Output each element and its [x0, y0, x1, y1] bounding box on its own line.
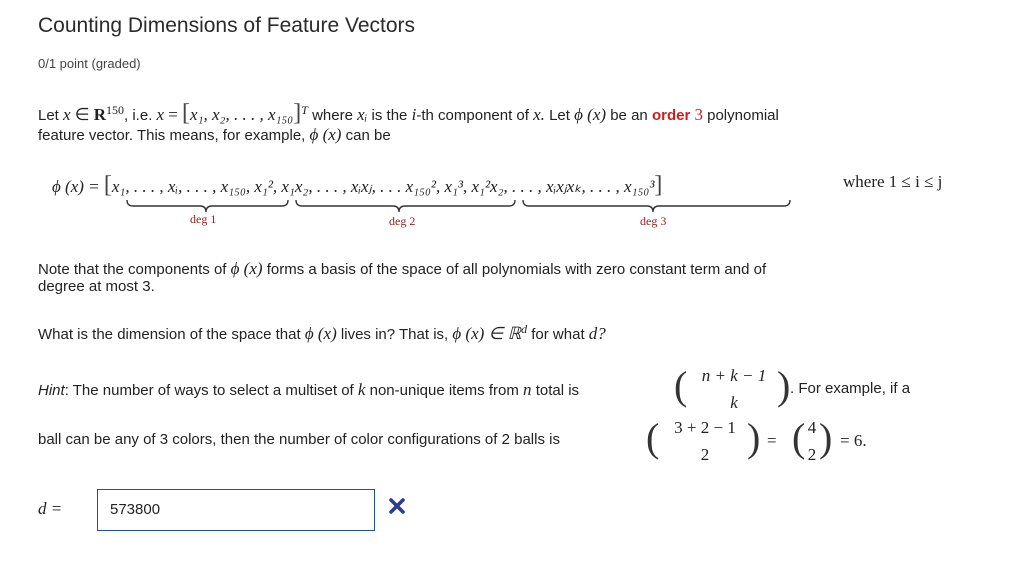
hint-line-2: ball can be any of 3 colors, then the number of color configurations of 2 balls is	[38, 431, 560, 448]
incorrect-x-icon	[388, 497, 406, 515]
underbraces	[0, 0, 1024, 240]
binom-bottom: k	[730, 393, 738, 412]
answer-label: d =	[38, 499, 63, 518]
deg1-label: deg 1	[190, 212, 217, 226]
intro-line-1: Let x ∈ $R^{150}$, i.e. x = [x₁, x₂, . . . , x₁₅₀]$^T$ where xᵢ is the i-th component of x. Let ϕ (x) be an order 3 polynomial	[38, 100, 779, 126]
deg3-terms: x₁³, x₁²x₂, . . . , xᵢxⱼxₖ, . . . , x₁₅₀³	[444, 177, 655, 196]
hint-line-1: Hint: The number of ways to select a multiset of k non-unique items from n total is	[38, 380, 580, 399]
index-condition: where 1 ≤ i ≤ j	[843, 172, 943, 191]
deg2-label: deg 2	[389, 214, 416, 228]
intro-line-2: feature vector. This means, for example, ϕ (x) can be	[38, 125, 391, 144]
question-text: What is the dimension of the space that ϕ (x) lives in? That is, ϕ (x) ∈ ℝ$^d$ for what d?	[38, 322, 606, 343]
example-binom-bottom: 2	[700, 445, 710, 464]
binom-top: n + k − 1	[701, 366, 767, 385]
phi-formula: ϕ (x) = [x₁, . . . , xᵢ, . . . , x₁₅₀, x₁², x₁x₂, . . . , xᵢxⱼ, . . . x₁₅₀², x₁³, x₁²x₂, . . . , xᵢxⱼxₖ, . . . , x₁₅₀³]	[52, 172, 663, 198]
answer-input[interactable]: 573800	[97, 489, 375, 531]
reduced-binom-top: 4	[807, 418, 817, 437]
deg1-terms: x₁, . . . , xᵢ, . . . , x₁₅₀,	[111, 177, 251, 196]
deg3-label: deg 3	[640, 214, 667, 228]
page-title: Counting Dimensions of Feature Vectors	[38, 14, 416, 37]
order-keyword: order	[651, 107, 691, 124]
deg2-terms: x₁², x₁x₂, . . . , xᵢxⱼ, . . . x₁₅₀²,	[254, 177, 441, 196]
basis-note-line-1: Note that the components of ϕ (x) forms a basis of the space of all polynomials with zero constant term and of	[38, 259, 767, 278]
points-label: 0/1 point (graded)	[38, 56, 141, 71]
example-binom-top: 3 + 2 − 1	[674, 418, 736, 437]
hint-line-1-end: . For example, if a	[790, 380, 911, 397]
reduced-binom-bottom: 2	[807, 445, 817, 464]
basis-note-line-2: degree at most 3.	[38, 278, 155, 295]
